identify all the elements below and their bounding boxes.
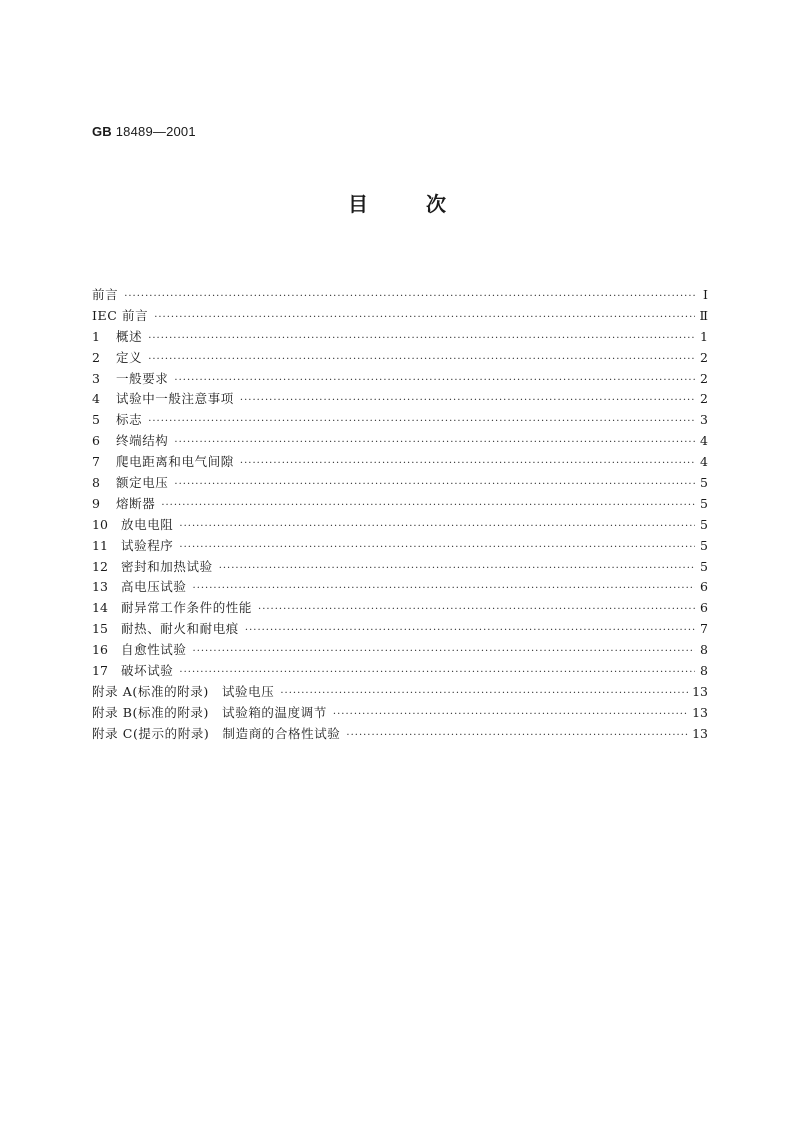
toc-entry-page: 6 — [700, 600, 708, 616]
standard-number: 18489—2001 — [115, 124, 196, 139]
toc-entry[interactable] — [92, 536, 708, 557]
toc-entry[interactable] — [92, 703, 708, 724]
toc-leader-dots — [154, 308, 695, 329]
toc-entry[interactable] — [92, 327, 708, 348]
document-code — [92, 124, 196, 139]
toc-leader-dots — [193, 579, 695, 600]
toc-entry-page: 4 — [700, 433, 708, 449]
toc-entry[interactable] — [92, 285, 708, 306]
toc-entry-page: 7 — [700, 621, 708, 637]
toc-entry-page: 5 — [700, 516, 708, 532]
toc-entry-number: 15 — [92, 621, 108, 637]
toc-entry-title: 爬电距离和电气间隙 — [116, 454, 234, 470]
toc-leader-dots — [148, 412, 695, 433]
toc-entry-page: 6 — [700, 579, 708, 595]
toc-entry-page: 5 — [700, 475, 708, 491]
toc-entry-number: 14 — [92, 600, 108, 616]
toc-leader-dots — [219, 559, 695, 580]
toc-entry-title: 自愈性试验 — [121, 642, 187, 658]
toc-entry[interactable] — [92, 389, 708, 410]
standard-prefix: GB — [92, 124, 112, 139]
toc-leader-dots — [240, 454, 695, 475]
toc-entry[interactable] — [92, 306, 708, 327]
toc-entry-title: IEC 前言 — [92, 307, 149, 323]
toc-entry-number: 12 — [92, 558, 108, 574]
toc-entry-title: 熔断器 — [116, 495, 156, 511]
toc-entry[interactable] — [92, 348, 708, 369]
toc-entry[interactable] — [92, 557, 708, 578]
toc-entry-page: 13 — [692, 683, 708, 699]
toc-entry[interactable] — [92, 494, 708, 515]
toc-entry-title: 耐异常工作条件的性能 — [121, 600, 253, 616]
toc-leader-dots — [193, 642, 695, 663]
toc-entry-page: 5 — [700, 558, 708, 574]
toc-entry-title: 一般要求 — [116, 370, 169, 386]
toc-entry-number: 11 — [92, 537, 108, 553]
toc-entry-page: 4 — [700, 454, 708, 470]
toc-entry-page: 2 — [700, 349, 708, 365]
toc-entry-number: 1 — [92, 328, 100, 344]
toc-entry[interactable] — [92, 682, 708, 703]
toc-leader-dots — [174, 475, 695, 496]
toc-entry-number: 10 — [92, 516, 108, 532]
toc-leader-dots — [124, 287, 695, 308]
toc-entry[interactable] — [92, 661, 708, 682]
toc-entry-number: 9 — [92, 495, 100, 511]
toc-leader-dots — [161, 496, 695, 517]
toc-entry-title: 前言 — [92, 287, 119, 302]
toc-entry-page: 1 — [700, 328, 708, 344]
toc-entry-page: 8 — [700, 663, 708, 679]
toc-leader-dots — [245, 621, 695, 642]
toc-leader-dots — [148, 329, 695, 350]
toc-leader-dots — [179, 663, 695, 684]
toc-entry-title: 密封和加热试验 — [121, 558, 213, 574]
toc-entry-number: 3 — [92, 370, 100, 386]
toc-entry-number: 4 — [92, 391, 100, 407]
toc-entry-page: 13 — [692, 704, 708, 720]
toc-entry[interactable] — [92, 577, 708, 598]
toc-leader-dots — [174, 433, 695, 454]
page-title-char-2: 次 — [426, 192, 446, 216]
toc-entry-title: 标志 — [116, 412, 143, 428]
toc-entry[interactable] — [92, 515, 708, 536]
table-of-contents — [92, 285, 708, 745]
toc-entry-title: 终端结构 — [116, 433, 169, 449]
toc-entry[interactable] — [92, 410, 708, 431]
toc-entry-number: 16 — [92, 642, 108, 658]
toc-entry-number: 6 — [92, 433, 100, 449]
toc-entry-number: 5 — [92, 412, 100, 428]
toc-entry[interactable] — [92, 619, 708, 640]
toc-leader-dots — [179, 517, 695, 538]
toc-leader-dots — [174, 371, 695, 392]
toc-entry-title: 耐热、耐火和耐电痕 — [121, 621, 239, 637]
toc-entry[interactable] — [92, 640, 708, 661]
toc-entry[interactable] — [92, 369, 708, 390]
toc-entry-title: 额定电压 — [116, 475, 169, 491]
toc-entry-title: 试验中一般注意事项 — [116, 391, 234, 407]
toc-leader-dots — [148, 350, 695, 371]
toc-leader-dots — [240, 391, 695, 412]
toc-leader-dots — [258, 600, 695, 621]
toc-entry-title: 概述 — [116, 328, 143, 344]
toc-entry-title: 定义 — [116, 349, 143, 365]
toc-entry-page: 2 — [700, 391, 708, 407]
toc-entry-title: 破坏试验 — [121, 663, 174, 679]
toc-entry-number: 2 — [92, 349, 100, 365]
toc-entry-page: Ⅰ — [703, 287, 708, 302]
toc-leader-dots — [333, 705, 689, 726]
toc-entry-page: 3 — [700, 412, 708, 428]
toc-entry[interactable] — [92, 452, 708, 473]
toc-entry[interactable] — [92, 431, 708, 452]
toc-entry-title: 附录 C(提示的附录) 制造商的合格性试验 — [92, 725, 341, 741]
toc-leader-dots — [179, 538, 695, 559]
page-title — [0, 188, 794, 217]
toc-entry-number: 13 — [92, 579, 108, 595]
toc-entry-title: 附录 A(标准的附录) 试验电压 — [92, 683, 275, 699]
toc-entry-page: 2 — [700, 370, 708, 386]
toc-entry-title: 附录 B(标准的附录) 试验箱的温度调节 — [92, 704, 327, 720]
toc-entry-page: Ⅱ — [699, 307, 708, 323]
toc-entry-title: 试验程序 — [121, 537, 174, 553]
toc-entry-number: 7 — [92, 454, 100, 470]
toc-entry-number: 17 — [92, 663, 108, 679]
toc-entry[interactable] — [92, 598, 708, 619]
toc-entry-page: 13 — [692, 725, 708, 741]
toc-entry-number: 8 — [92, 475, 100, 491]
toc-entry-title: 放电电阻 — [121, 516, 174, 532]
toc-entry-page: 5 — [700, 537, 708, 553]
toc-entry-page: 8 — [700, 642, 708, 658]
page-title-char-1: 目 — [348, 192, 368, 216]
toc-entry[interactable] — [92, 724, 708, 745]
toc-leader-dots — [346, 726, 689, 747]
toc-entry-page: 5 — [700, 495, 708, 511]
toc-entry[interactable] — [92, 473, 708, 494]
toc-leader-dots — [280, 684, 689, 705]
toc-entry-title: 高电压试验 — [121, 579, 187, 595]
